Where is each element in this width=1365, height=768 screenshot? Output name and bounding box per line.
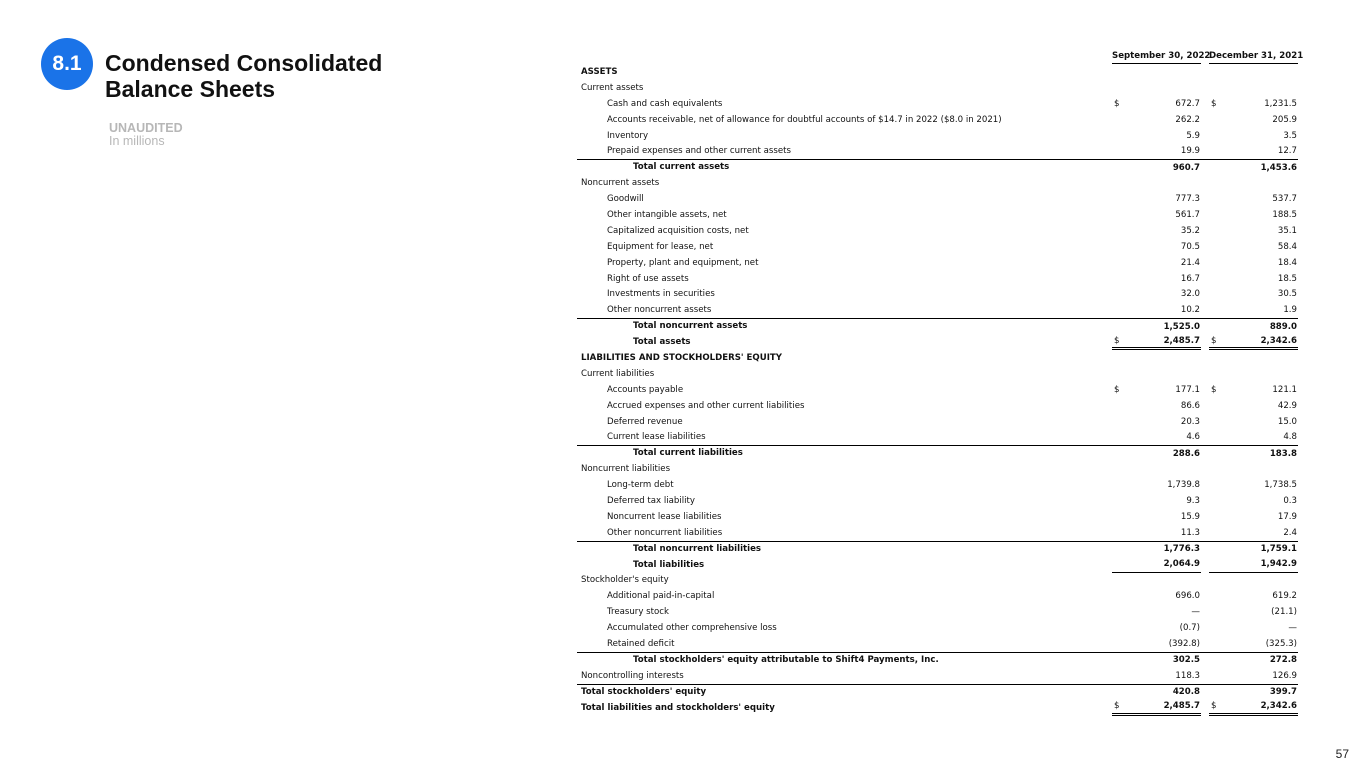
cell-dec-2021 [1209, 112, 1298, 128]
table-row [577, 366, 1298, 382]
cell-dec-2021 [1209, 382, 1298, 398]
cell-value: 4.6 [1186, 432, 1200, 443]
cell-sep-2022 [1112, 573, 1201, 589]
table-row [577, 604, 1298, 620]
balance-sheet-table [577, 46, 1304, 716]
cell-sep-2022 [1112, 302, 1201, 318]
cell-value: 16.7 [1180, 273, 1200, 284]
cell-value: 15.9 [1180, 511, 1200, 522]
dollar-sign: $ [1114, 701, 1120, 712]
cell-value: 32.0 [1180, 289, 1200, 300]
table-header [577, 46, 1304, 64]
cell-dec-2021 [1209, 96, 1298, 112]
cell-sep-2022 [1112, 509, 1201, 525]
cell-value: 4.8 [1283, 432, 1297, 443]
cell-value: 1,525.0 [1163, 321, 1200, 332]
cell-value: 537.7 [1272, 194, 1297, 205]
row-label: Total assets [633, 337, 691, 348]
section-number-badge: 8.1 [41, 38, 93, 90]
cell-sep-2022 [1112, 461, 1201, 477]
row-label: LIABILITIES AND STOCKHOLDERS' EQUITY [581, 352, 782, 363]
cell-sep-2022 [1112, 636, 1201, 652]
cell-dec-2021 [1209, 557, 1298, 573]
column-header-dec-2021: December 31, 2021 [1209, 51, 1298, 64]
dollar-sign: $ [1114, 335, 1120, 346]
cell-value: 30.5 [1277, 289, 1297, 300]
cell-value: 1,759.1 [1260, 544, 1297, 555]
cell-value: — [1191, 607, 1200, 618]
row-label: Total stockholders' equity [581, 686, 707, 697]
cell-sep-2022 [1112, 557, 1201, 573]
cell-dec-2021 [1209, 159, 1298, 175]
table-row [577, 271, 1298, 287]
cell-sep-2022 [1112, 684, 1201, 700]
row-label: Total noncurrent liabilities [633, 543, 762, 554]
cell-sep-2022 [1112, 477, 1201, 493]
cell-dec-2021 [1209, 143, 1298, 159]
table-row [577, 684, 1298, 700]
cell-sep-2022 [1112, 668, 1201, 684]
cell-sep-2022 [1112, 541, 1201, 557]
row-label: ASSETS [581, 66, 618, 77]
cell-value: 288.6 [1172, 448, 1200, 459]
cell-dec-2021 [1209, 366, 1298, 382]
table-row [577, 191, 1298, 207]
cell-value: 19.9 [1180, 146, 1200, 157]
cell-value: 183.8 [1269, 448, 1297, 459]
cell-dec-2021 [1209, 461, 1298, 477]
cell-value: 17.9 [1277, 511, 1297, 522]
row-label: Prepaid expenses and other current assets [607, 146, 791, 157]
cell-dec-2021 [1209, 302, 1298, 318]
cell-dec-2021 [1209, 239, 1298, 255]
cell-dec-2021 [1209, 350, 1298, 366]
cell-dec-2021 [1209, 588, 1298, 604]
cell-dec-2021 [1209, 429, 1298, 445]
cell-value: 20.3 [1180, 416, 1200, 427]
cell-value: 1,738.5 [1264, 480, 1297, 491]
cell-value: 1,942.9 [1260, 559, 1297, 570]
cell-sep-2022 [1112, 223, 1201, 239]
cell-sep-2022 [1112, 429, 1201, 445]
cell-value: 3.5 [1283, 130, 1297, 141]
table-row [577, 652, 1298, 668]
table-row [577, 128, 1298, 144]
cell-value: 205.9 [1272, 114, 1297, 125]
cell-value: 188.5 [1272, 209, 1297, 220]
cell-dec-2021 [1209, 541, 1298, 557]
cell-value: 272.8 [1269, 655, 1297, 666]
cell-sep-2022 [1112, 382, 1201, 398]
cell-dec-2021 [1209, 668, 1298, 684]
table-row [577, 668, 1298, 684]
cell-sep-2022 [1112, 652, 1201, 668]
cell-value: 619.2 [1272, 591, 1297, 602]
row-label: Additional paid-in-capital [607, 591, 715, 602]
row-label: Capitalized acquisition costs, net [607, 225, 749, 236]
cell-dec-2021 [1209, 445, 1298, 461]
cell-value: 177.1 [1175, 384, 1200, 395]
dollar-sign: $ [1211, 98, 1217, 109]
row-label: Deferred tax liability [607, 495, 695, 506]
row-label: Noncurrent lease liabilities [607, 511, 722, 522]
page-title: Condensed Consolidated Balance Sheets [105, 50, 383, 102]
table-row [577, 286, 1298, 302]
row-label: Current lease liabilities [607, 432, 706, 443]
table-row [577, 302, 1298, 318]
cell-sep-2022 [1112, 175, 1201, 191]
row-label: Other intangible assets, net [607, 209, 727, 220]
table-row [577, 159, 1298, 175]
cell-sep-2022 [1112, 334, 1201, 350]
cell-dec-2021 [1209, 573, 1298, 589]
row-label: Total stockholders' equity attributable to Shift4 Payments, Inc. [633, 654, 939, 665]
row-label: Accounts payable [607, 384, 684, 395]
cell-dec-2021 [1209, 271, 1298, 287]
cell-dec-2021 [1209, 334, 1298, 350]
cell-value: 1,776.3 [1163, 544, 1200, 555]
table-row [577, 207, 1298, 223]
cell-value: 21.4 [1180, 257, 1200, 268]
row-label: Property, plant and equipment, net [607, 257, 759, 268]
cell-value: 18.5 [1277, 273, 1297, 284]
cell-value: 10.2 [1180, 305, 1200, 316]
cell-dec-2021 [1209, 318, 1298, 334]
row-label: Current liabilities [581, 368, 655, 379]
cell-sep-2022 [1112, 604, 1201, 620]
dollar-sign: $ [1211, 384, 1217, 395]
row-label: Long-term debt [607, 480, 674, 491]
table-row [577, 80, 1298, 96]
table-row [577, 64, 1298, 80]
table-row [577, 318, 1298, 334]
cell-sep-2022 [1112, 350, 1201, 366]
cell-value: 121.1 [1272, 384, 1297, 395]
row-label: Total current liabilities [633, 448, 743, 459]
cell-sep-2022 [1112, 143, 1201, 159]
cell-value: 1,231.5 [1264, 98, 1297, 109]
cell-value: (21.1) [1271, 607, 1297, 618]
cell-dec-2021 [1209, 175, 1298, 191]
cell-sep-2022 [1112, 414, 1201, 430]
cell-value: 2,485.7 [1163, 701, 1200, 712]
cell-sep-2022 [1112, 80, 1201, 96]
cell-dec-2021 [1209, 255, 1298, 271]
table-row [577, 255, 1298, 271]
cell-sep-2022 [1112, 96, 1201, 112]
cell-value: (392.8) [1168, 639, 1200, 649]
cell-dec-2021 [1209, 286, 1298, 302]
row-label: Accumulated other comprehensive loss [607, 623, 777, 634]
row-label: Noncurrent liabilities [581, 464, 671, 475]
cell-value: (0.7) [1179, 623, 1200, 634]
cell-dec-2021 [1209, 604, 1298, 620]
cell-dec-2021 [1209, 191, 1298, 207]
table-row [577, 477, 1298, 493]
table-row [577, 112, 1298, 128]
row-label: Inventory [607, 130, 649, 141]
cell-value: 2,342.6 [1260, 701, 1297, 712]
cell-value: 18.4 [1277, 257, 1297, 268]
table-row [577, 636, 1298, 652]
cell-sep-2022 [1112, 271, 1201, 287]
cell-dec-2021 [1209, 620, 1298, 636]
row-label: Noncurrent assets [581, 178, 660, 189]
cell-dec-2021 [1209, 414, 1298, 430]
cell-value: 86.6 [1180, 400, 1200, 411]
cell-sep-2022 [1112, 128, 1201, 144]
cell-sep-2022 [1112, 112, 1201, 128]
table-row [577, 461, 1298, 477]
table-row [577, 382, 1298, 398]
table-row [577, 429, 1298, 445]
table-row [577, 143, 1298, 159]
cell-value: 126.9 [1272, 670, 1297, 681]
cell-dec-2021 [1209, 207, 1298, 223]
dollar-sign: $ [1114, 98, 1120, 109]
table-row [577, 398, 1298, 414]
table-row [577, 223, 1298, 239]
cell-sep-2022 [1112, 700, 1201, 716]
cell-value: 1,739.8 [1167, 480, 1200, 491]
cell-value: 70.5 [1180, 241, 1200, 252]
dollar-sign: $ [1211, 335, 1217, 346]
table-row [577, 239, 1298, 255]
cell-value: 9.3 [1186, 495, 1200, 506]
cell-sep-2022 [1112, 239, 1201, 255]
row-label: Equipment for lease, net [607, 241, 714, 252]
cell-value: 42.9 [1277, 400, 1297, 411]
cell-sep-2022 [1112, 159, 1201, 175]
row-label: Cash and cash equivalents [607, 98, 723, 109]
cell-value: 1.9 [1283, 305, 1297, 316]
units-label: In millions [109, 134, 165, 148]
cell-value: 696.0 [1175, 591, 1200, 602]
cell-sep-2022 [1112, 255, 1201, 271]
cell-sep-2022 [1112, 398, 1201, 414]
cell-value: 11.3 [1180, 527, 1200, 538]
table-row [577, 525, 1298, 541]
cell-value: 12.7 [1277, 146, 1297, 157]
cell-value: 0.3 [1283, 495, 1297, 506]
row-label: Stockholder's equity [581, 575, 669, 586]
cell-dec-2021 [1209, 684, 1298, 700]
cell-value: 35.2 [1180, 225, 1200, 236]
cell-dec-2021 [1209, 64, 1298, 80]
table-body [577, 64, 1298, 716]
page-number: 57 [1335, 747, 1349, 761]
dollar-sign: $ [1114, 384, 1120, 395]
cell-sep-2022 [1112, 207, 1201, 223]
cell-value: 1,453.6 [1260, 162, 1297, 173]
cell-sep-2022 [1112, 286, 1201, 302]
cell-value: (325.3) [1265, 639, 1297, 649]
cell-value: — [1288, 623, 1297, 634]
table-row [577, 557, 1298, 573]
cell-value: 15.0 [1277, 416, 1297, 427]
table-row [577, 620, 1298, 636]
cell-dec-2021 [1209, 509, 1298, 525]
cell-value: 960.7 [1172, 162, 1200, 173]
cell-value: 777.3 [1175, 194, 1200, 205]
cell-sep-2022 [1112, 620, 1201, 636]
table-row [577, 96, 1298, 112]
cell-value: 2.4 [1283, 527, 1297, 538]
cell-value: 399.7 [1269, 687, 1297, 698]
row-label: Goodwill [607, 194, 644, 205]
row-label: Other noncurrent assets [607, 305, 712, 316]
cell-sep-2022 [1112, 445, 1201, 461]
row-label: Treasury stock [607, 607, 669, 618]
table-row [577, 700, 1298, 716]
cell-value: 2,342.6 [1260, 335, 1297, 346]
cell-dec-2021 [1209, 525, 1298, 541]
row-label: Total liabilities and stockholders' equity [581, 702, 775, 713]
row-label: Noncontrolling interests [581, 670, 684, 681]
cell-sep-2022 [1112, 493, 1201, 509]
cell-sep-2022 [1112, 318, 1201, 334]
table-row [577, 334, 1298, 350]
table-row [577, 509, 1298, 525]
cell-dec-2021 [1209, 398, 1298, 414]
cell-value: 58.4 [1277, 241, 1297, 252]
row-label: Accounts receivable, net of allowance for doubtful accounts of $14.7 in 2022 ($8.0 in 2021) [607, 114, 1002, 125]
row-label: Right of use assets [607, 273, 689, 284]
cell-sep-2022 [1112, 64, 1201, 80]
row-label: Total liabilities [633, 559, 705, 570]
cell-dec-2021 [1209, 636, 1298, 652]
cell-value: 35.1 [1277, 225, 1297, 236]
row-label: Deferred revenue [607, 416, 683, 427]
row-label: Total current assets [633, 162, 730, 173]
cell-value: 2,485.7 [1163, 335, 1200, 346]
cell-dec-2021 [1209, 80, 1298, 96]
cell-value: 302.5 [1172, 655, 1200, 666]
cell-dec-2021 [1209, 493, 1298, 509]
cell-value: 262.2 [1175, 114, 1200, 125]
dollar-sign: $ [1211, 701, 1217, 712]
unaudited-label: UNAUDITED [109, 121, 183, 135]
cell-value: 889.0 [1269, 321, 1297, 332]
cell-sep-2022 [1112, 525, 1201, 541]
table-row [577, 175, 1298, 191]
cell-sep-2022 [1112, 191, 1201, 207]
cell-sep-2022 [1112, 588, 1201, 604]
cell-dec-2021 [1209, 128, 1298, 144]
cell-sep-2022 [1112, 366, 1201, 382]
row-label: Total noncurrent assets [633, 321, 748, 332]
cell-dec-2021 [1209, 477, 1298, 493]
column-header-sep-2022: September 30, 2022 [1112, 51, 1201, 64]
row-label: Current assets [581, 82, 644, 93]
table-row [577, 350, 1298, 366]
row-label: Investments in securities [607, 289, 715, 300]
cell-value: 5.9 [1186, 130, 1200, 141]
table-row [577, 541, 1298, 557]
cell-value: 2,064.9 [1163, 559, 1200, 570]
row-label: Other noncurrent liabilities [607, 527, 723, 538]
table-row [577, 445, 1298, 461]
cell-value: 420.8 [1172, 687, 1200, 698]
cell-dec-2021 [1209, 700, 1298, 716]
cell-value: 118.3 [1175, 670, 1200, 681]
cell-dec-2021 [1209, 223, 1298, 239]
table-row [577, 493, 1298, 509]
cell-dec-2021 [1209, 652, 1298, 668]
table-row [577, 588, 1298, 604]
table-row [577, 573, 1298, 589]
table-row [577, 414, 1298, 430]
row-label: Retained deficit [607, 639, 675, 649]
row-label: Accrued expenses and other current liabilities [607, 400, 805, 411]
cell-value: 561.7 [1175, 209, 1200, 220]
cell-value: 672.7 [1175, 98, 1200, 109]
